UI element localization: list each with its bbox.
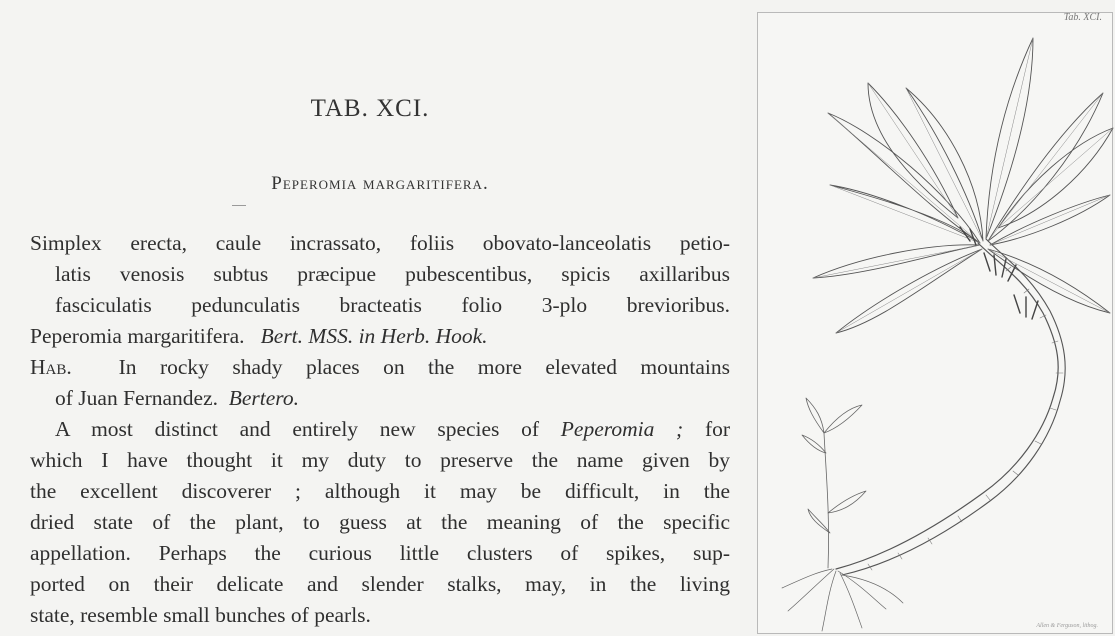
seedling	[802, 398, 866, 568]
synonym-line	[30, 321, 730, 352]
upper-leaves	[813, 38, 1113, 333]
main-stem	[836, 243, 1058, 569]
remarks-text-1b: for	[704, 417, 731, 441]
leaf-veins	[813, 38, 1113, 333]
synonym-reference: Bert. MSS. in Herb. Hook.	[260, 324, 488, 348]
habitat-text-1: In rocky shady places on the more elevated mountains	[118, 355, 730, 379]
description-line-3: fasciculatis pedunculatis bracteatis folio 3-plo brevioribus.	[55, 293, 730, 317]
plate-label: Tab. XCI.	[1063, 12, 1102, 23]
habitat-collector: Bertero.	[228, 386, 299, 410]
plant-illustration	[758, 13, 1114, 635]
roots	[782, 569, 903, 631]
remarks-line-2: which I have thought it my duty to preserve the name given by	[30, 448, 730, 472]
habitat-line-1	[30, 352, 730, 383]
divider	[232, 205, 246, 206]
remarks-line-6: ported on their delicate and slender stalks, may, in the living	[30, 572, 730, 596]
species-heading: Peperomia margaritifera.	[271, 173, 489, 194]
remarks-line-4: dried state of the plant, to guess at the meaning of the specific	[30, 510, 730, 534]
description-line-1: Simplex erecta, caule incrassato, foliis obovato-lanceolatis petio-	[30, 231, 730, 255]
remarks-line-5: appellation. Perhaps the curious little clusters of spikes, sup-	[30, 541, 730, 565]
botanical-plate	[757, 12, 1113, 634]
remarks-line-1	[30, 414, 730, 445]
habitat-text-2: of Juan Fernandez.	[55, 386, 218, 410]
spike-clusters	[960, 227, 1038, 319]
synonym-name: Peperomia margaritifera.	[30, 324, 245, 348]
lithographer-credit: Allen & Ferguson, lithog.	[1036, 623, 1098, 629]
description-line-2: latis venosis subtus præcipue pubescentibus, spicis axillaribus	[55, 262, 730, 286]
habitat-line-2	[30, 383, 730, 414]
remarks-line-7: state, resemble small bunches of pearls.	[30, 603, 371, 627]
main-stem-edge	[842, 239, 1065, 575]
remarks-line-3: the excellent discoverer ; although it may be difficult, in the	[30, 479, 730, 503]
plate-title: TAB. XCI.	[310, 95, 430, 122]
remarks-genus: Peperomia ;	[560, 417, 684, 441]
body-text	[30, 228, 730, 631]
habitat-label: Hab.	[30, 355, 72, 379]
remarks-text-1a: A most distinct and entirely new species of	[55, 417, 540, 441]
